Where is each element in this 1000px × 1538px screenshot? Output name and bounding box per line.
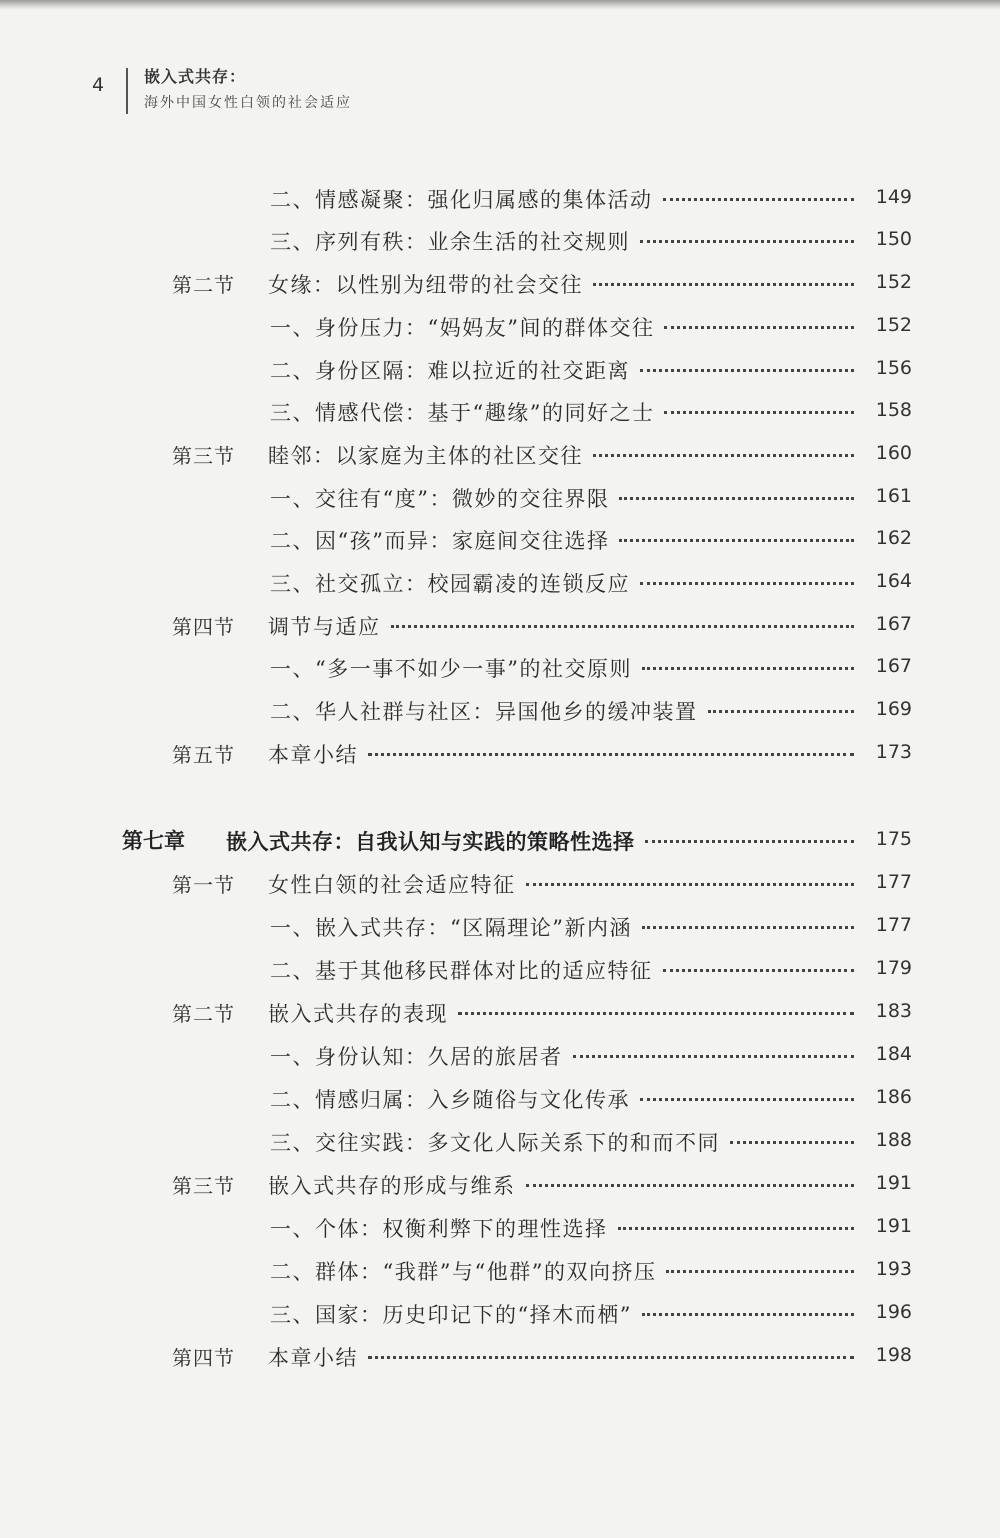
section-label: 第三节 xyxy=(172,444,235,468)
toc-leader xyxy=(270,226,862,256)
toc-section xyxy=(0,1170,1000,1210)
page-ref: 186 xyxy=(875,1086,912,1108)
dot-leader xyxy=(642,1312,854,1316)
dot-leader xyxy=(618,1226,855,1230)
page-ref: 177 xyxy=(875,871,912,893)
dot-leader xyxy=(664,325,854,329)
toc-title: 二、身份区隔：难以拉近的社交距离 xyxy=(270,359,630,383)
toc-title: 一、身份压力：“妈妈友”间的群体交往 xyxy=(270,316,655,340)
toc-title: 一、“多一事不如少一事”的社交原则 xyxy=(270,657,632,681)
section-label: 第三节 xyxy=(172,1174,235,1198)
toc-leader xyxy=(268,998,862,1028)
toc-leader xyxy=(270,1084,862,1114)
toc-leader xyxy=(270,525,862,555)
toc-title: 嵌入式共存的形成与维系 xyxy=(268,1174,516,1198)
page-ref: 169 xyxy=(875,698,912,720)
toc-item xyxy=(0,1256,1000,1296)
dot-leader xyxy=(593,453,854,457)
toc-leader xyxy=(270,653,862,683)
toc-leader xyxy=(270,1256,862,1286)
toc-leader xyxy=(270,312,862,342)
toc-title: 二、情感凝聚：强化归属感的集体活动 xyxy=(270,188,653,212)
toc-item xyxy=(0,397,1000,437)
chapter-label: 第七章 xyxy=(122,829,185,853)
toc-leader xyxy=(270,696,862,726)
page-ref: 167 xyxy=(875,655,912,677)
page-ref: 152 xyxy=(875,271,912,293)
dot-leader xyxy=(640,239,854,243)
toc-leader xyxy=(270,397,862,427)
toc-leader xyxy=(268,269,862,299)
page-ref: 167 xyxy=(875,613,912,635)
toc-item xyxy=(0,653,1000,693)
toc-leader xyxy=(270,912,862,942)
section-label: 第四节 xyxy=(172,615,235,639)
toc-title: 嵌入式共存：自我认知与实践的策略性选择 xyxy=(226,830,635,854)
page-ref: 173 xyxy=(875,741,912,763)
section-label: 第一节 xyxy=(172,873,235,897)
toc-leader xyxy=(268,440,862,470)
toc-leader xyxy=(270,1041,862,1071)
toc-item xyxy=(0,1299,1000,1339)
toc-leader xyxy=(270,1299,862,1329)
toc-title: 调节与适应 xyxy=(268,615,381,639)
book-subtitle: 海外中国女性白领的社会适应 xyxy=(144,95,352,111)
dot-leader xyxy=(640,581,854,585)
toc-chapter xyxy=(0,826,1000,866)
dot-leader xyxy=(730,1140,854,1144)
section-label: 第五节 xyxy=(172,743,235,767)
toc-leader xyxy=(268,1170,862,1200)
dot-leader xyxy=(391,624,855,628)
toc-leader xyxy=(268,869,862,899)
header-divider xyxy=(126,68,128,114)
section-label: 第二节 xyxy=(172,273,235,297)
dot-leader xyxy=(666,1269,854,1273)
toc-title: 一、嵌入式共存：“区隔理论”新内涵 xyxy=(270,916,632,940)
page-ref: 164 xyxy=(875,570,912,592)
toc-item xyxy=(0,312,1000,352)
toc-leader xyxy=(270,355,862,385)
dot-leader xyxy=(642,666,854,670)
dot-leader xyxy=(664,410,854,414)
toc-leader xyxy=(270,184,862,214)
toc-section xyxy=(0,869,1000,909)
toc-leader xyxy=(270,1213,862,1243)
dot-leader xyxy=(708,709,855,713)
toc-title: 三、序列有秩：业余生活的社交规则 xyxy=(270,230,630,254)
toc-title: 三、交往实践：多文化人际关系下的和而不同 xyxy=(270,1131,720,1155)
page-ref: 191 xyxy=(875,1215,912,1237)
toc-item xyxy=(0,1041,1000,1081)
dot-leader xyxy=(593,282,854,286)
dot-leader xyxy=(573,1054,855,1058)
dot-leader xyxy=(368,752,854,756)
toc-title: 二、因“孩”而异：家庭间交往选择 xyxy=(270,529,610,553)
page-ref: 193 xyxy=(875,1258,912,1280)
dot-leader xyxy=(642,925,854,929)
toc-section xyxy=(0,440,1000,480)
page-ref: 156 xyxy=(875,357,912,379)
dot-leader xyxy=(526,882,855,886)
toc-leader xyxy=(268,611,862,641)
page-ref: 149 xyxy=(875,186,912,208)
page-ref: 177 xyxy=(875,914,912,936)
page-ref: 183 xyxy=(875,1000,912,1022)
toc-leader xyxy=(270,955,862,985)
toc-leader xyxy=(270,1127,862,1157)
dot-leader xyxy=(619,538,854,542)
toc-leader xyxy=(226,826,862,856)
toc-section xyxy=(0,998,1000,1038)
toc-leader xyxy=(268,1342,862,1372)
toc-title: 本章小结 xyxy=(268,743,358,767)
page-ref: 152 xyxy=(875,314,912,336)
toc-item xyxy=(0,955,1000,995)
page-ref: 191 xyxy=(875,1172,912,1194)
page-ref: 175 xyxy=(875,828,912,850)
dot-leader xyxy=(619,496,854,500)
page-ref: 160 xyxy=(875,442,912,464)
toc-title: 二、群体：“我群”与“他群”的双向挤压 xyxy=(270,1260,657,1284)
page-ref: 179 xyxy=(875,957,912,979)
toc-item xyxy=(0,525,1000,565)
toc-title: 二、情感归属：入乡随俗与文化传承 xyxy=(270,1088,630,1112)
page-ref: 184 xyxy=(875,1043,912,1065)
toc-title: 三、情感代偿：基于“趣缘”的同好之士 xyxy=(270,401,655,425)
toc-section xyxy=(0,739,1000,779)
toc-item xyxy=(0,1213,1000,1253)
toc-item xyxy=(0,568,1000,608)
dot-leader xyxy=(458,1011,854,1015)
toc-title: 一、个体：权衡利弊下的理性选择 xyxy=(270,1217,608,1241)
dot-leader xyxy=(368,1355,854,1359)
toc-item xyxy=(0,483,1000,523)
page-ref: 162 xyxy=(875,527,912,549)
toc-title: 三、社交孤立：校园霸凌的连锁反应 xyxy=(270,572,630,596)
toc-item xyxy=(0,696,1000,736)
page-number: 4 xyxy=(92,74,105,96)
page-ref: 158 xyxy=(875,399,912,421)
page-ref: 188 xyxy=(875,1129,912,1151)
toc-section xyxy=(0,611,1000,651)
toc-item xyxy=(0,184,1000,224)
page-ref: 196 xyxy=(875,1301,912,1323)
dot-leader xyxy=(645,839,855,843)
toc-section xyxy=(0,269,1000,309)
toc-title: 睦邻：以家庭为主体的社区交往 xyxy=(268,444,583,468)
toc-title: 二、华人社群与社区：异国他乡的缓冲装置 xyxy=(270,700,698,724)
dot-leader xyxy=(663,197,855,201)
toc-title: 嵌入式共存的表现 xyxy=(268,1002,448,1026)
scan-edge xyxy=(0,0,1000,10)
toc-title: 女性白领的社会适应特征 xyxy=(268,873,516,897)
page-ref: 198 xyxy=(875,1344,912,1366)
toc-item xyxy=(0,1127,1000,1167)
section-label: 第四节 xyxy=(172,1346,235,1370)
dot-leader xyxy=(663,968,855,972)
toc-title: 三、国家：历史印记下的“择木而栖” xyxy=(270,1303,632,1327)
section-label: 第二节 xyxy=(172,1002,235,1026)
toc-leader xyxy=(270,483,862,513)
book-title: 嵌入式共存： xyxy=(144,67,247,86)
toc-item xyxy=(0,226,1000,266)
toc-title: 一、身份认知：久居的旅居者 xyxy=(270,1045,563,1069)
dot-leader xyxy=(526,1183,855,1187)
toc-leader xyxy=(270,568,862,598)
dot-leader xyxy=(640,1097,854,1101)
toc-item xyxy=(0,912,1000,952)
dot-leader xyxy=(640,368,854,372)
toc-title: 二、基于其他移民群体对比的适应特征 xyxy=(270,959,653,983)
toc-section xyxy=(0,1342,1000,1382)
page-ref: 150 xyxy=(875,228,912,250)
running-header xyxy=(0,62,1000,122)
toc-title: 女缘：以性别为纽带的社会交往 xyxy=(268,273,583,297)
toc-title: 本章小结 xyxy=(268,1346,358,1370)
toc-leader xyxy=(268,739,862,769)
toc-title: 一、交往有“度”：微妙的交往界限 xyxy=(270,487,610,511)
page-ref: 161 xyxy=(875,485,912,507)
toc-item xyxy=(0,355,1000,395)
toc-item xyxy=(0,1084,1000,1124)
